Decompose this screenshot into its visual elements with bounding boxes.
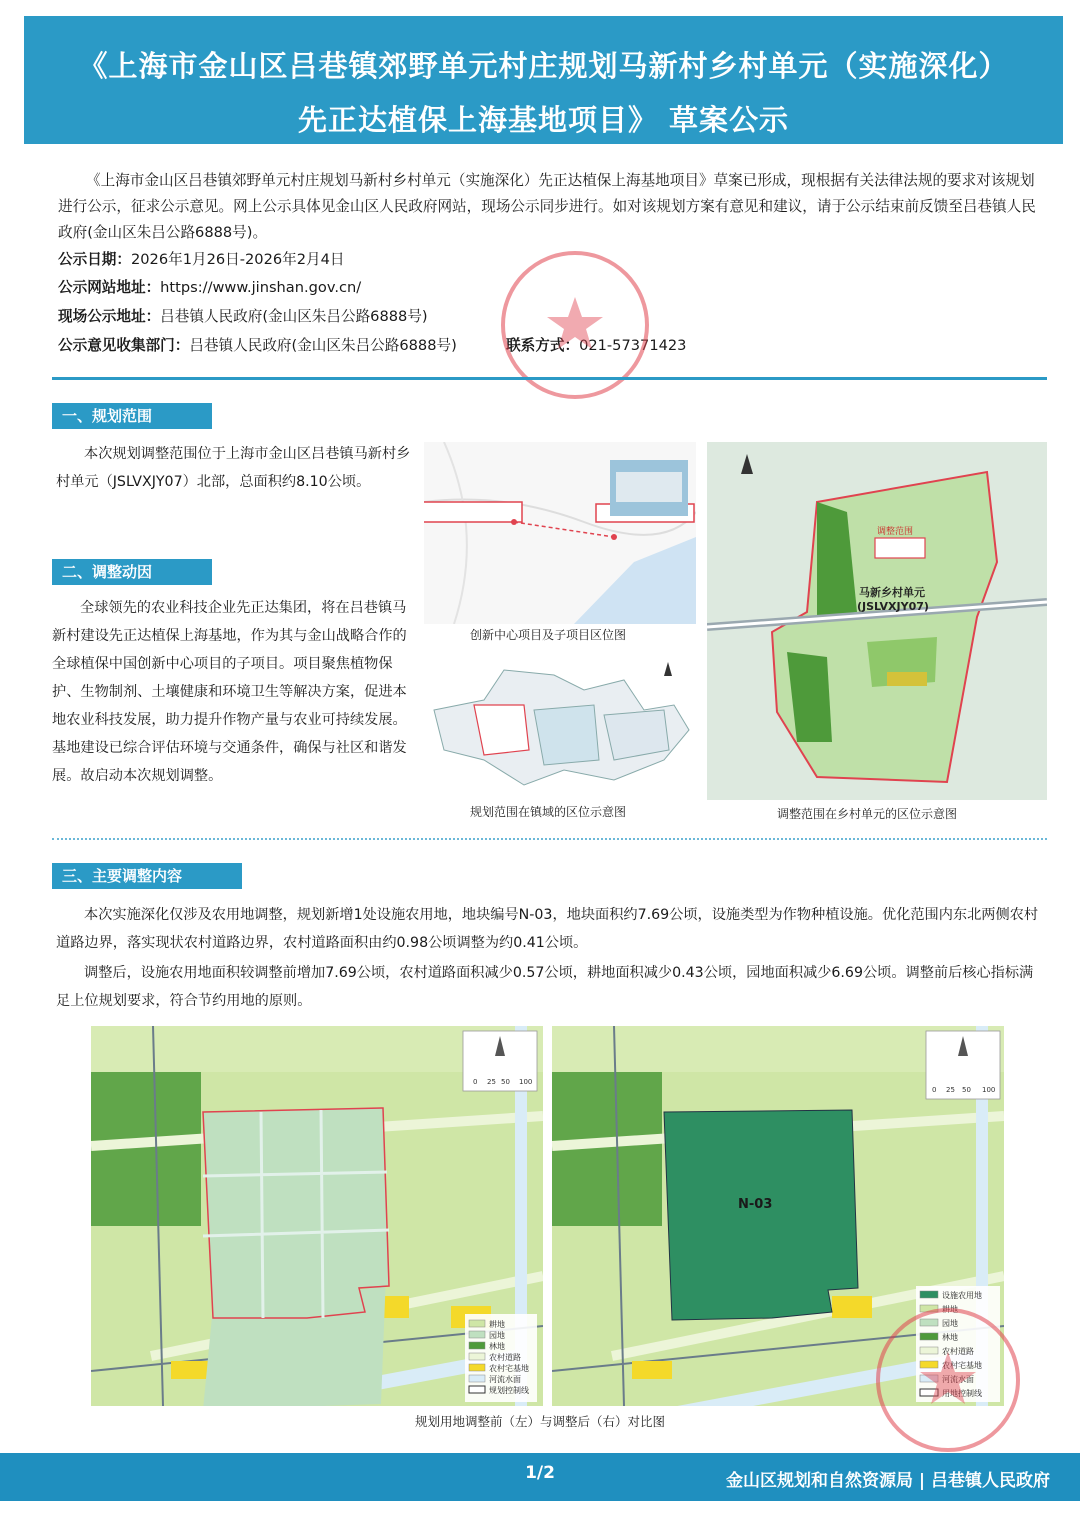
website-label: 公示网站地址： (58, 279, 161, 296)
legend-left-4: 农村宅基地 (489, 1364, 529, 1373)
date-value: 2026年1月26日-2026年2月4日 (130, 251, 345, 268)
legend-right-0: 设施农用地 (942, 1291, 982, 1300)
legend-right-7: 用地控制线 (942, 1389, 982, 1398)
contact-value: 021-57371423 (579, 337, 687, 354)
legend-right-3: 林地 (942, 1333, 958, 1342)
official-stamp-bottom (868, 1300, 1028, 1460)
town-location-map (424, 650, 696, 800)
section3-heading: 三、主要调整内容 (52, 863, 242, 889)
page-number: 1/2 (525, 1463, 555, 1483)
dept-label: 公示意见收集部门： (58, 337, 190, 354)
section3-para2: 调整后，设施农用地面积较调整前增加7.69公顷，农村道路面积减少0.57公顷，耕地面积减少0.43公顷，园地面积减少6.69公顷。调整前后核心指标满足上位规划要求，符合节约用地的原则。 (56, 965, 1034, 1009)
scale-left-2: 50 (501, 1078, 510, 1086)
legend-left-1: 园地 (489, 1331, 505, 1340)
map2-caption: 规划范围在镇域的区位示意图 (470, 805, 627, 819)
map3-caption: 调整范围在乡村单元的区位示意图 (777, 807, 958, 821)
legend-left-3: 农村道路 (489, 1353, 521, 1362)
section2-text: 全球领先的农业科技企业先正达集团，将在吕巷镇马新村建设先正达植保上海基地，作为其与金山战略合作的全球植保中国创新中心项目的子项目。项目聚焦植物保护、生物制剂、土壤健康和环境卫生等解决方案，促进本地农业科技发展，助力提升作物产量与农业可持续发展。基地建设已综合评估环境与交通条件，确保与社区和谐发展。故启动本次规划调整。 (52, 600, 407, 784)
unit-label: 马新乡村单元 (859, 586, 925, 599)
scale-left-3: 100 (519, 1078, 533, 1086)
site-value: 吕巷镇人民政府(金山区朱吕公路6888号) (160, 308, 428, 325)
parcel-label: N-03 (738, 1197, 773, 1212)
legend-right-1: 耕地 (942, 1305, 958, 1314)
section1-heading: 一、规划范围 (52, 403, 212, 429)
scale-left-0: 0 (473, 1078, 478, 1086)
scale-right-3: 100 (982, 1086, 996, 1094)
village-unit-map (707, 442, 1047, 800)
scale-right-1: 25 (946, 1086, 955, 1094)
dotted-divider (52, 838, 1047, 840)
title-banner (24, 16, 1063, 144)
page-title-line1: 《上海市金山区吕巷镇郊野单元村庄规划马新村乡村单元（实施深化） (78, 49, 1009, 83)
date-label: 公示日期： (58, 251, 131, 268)
comparison-caption: 规划用地调整前（左）与调整后（右）对比图 (414, 1414, 665, 1429)
info-site (58, 306, 428, 328)
parcel-n03 (664, 1110, 858, 1320)
contact-label: 联系方式： (506, 337, 580, 354)
legend-left-5: 河流水面 (489, 1375, 521, 1384)
info-website (58, 277, 361, 299)
legend-right-4: 农村道路 (942, 1347, 974, 1356)
legend-left-0: 耕地 (489, 1320, 505, 1329)
unit-code: (JSLVXJY07) (857, 600, 929, 613)
scope-label: 调整范围 (877, 527, 914, 537)
official-stamp (495, 245, 655, 405)
website-link[interactable]: https://www.jinshan.gov.cn/ (160, 279, 362, 296)
scale-right-2: 50 (962, 1086, 971, 1094)
map-before-adjustment (91, 1026, 543, 1406)
site-label: 现场公示地址： (58, 308, 161, 325)
legend-left-2: 林地 (489, 1342, 505, 1351)
info-date (58, 249, 345, 271)
legend-right-6: 河流水面 (942, 1375, 974, 1384)
dept-value: 吕巷镇人民政府(金山区朱吕公路6888号) (189, 337, 457, 354)
page-title-line2: 先正达植保上海基地项目》 草案公示 (297, 103, 790, 137)
location-map-innovation (424, 442, 696, 624)
intro-paragraph: 《上海市金山区吕巷镇郊野单元村庄规划马新村乡村单元（实施深化）先正达植保上海基地项目》草案已形成，现根据有关法律法规的要求对该规划进行公示，征求公示意见。网上公示具体见金山区人民政府网站，现场公示同步进行。如对该规划方案有意见和建议，请于公示结束前反馈至吕巷镇人民政府(金山区朱吕公路6888号)。 (58, 172, 1036, 241)
section1-text: 本次规划调整范围位于上海市金山区吕巷镇马新村乡村单元（JSLVXJY07）北部，总面积约8.10公顷。 (56, 446, 411, 490)
map1-caption: 创新中心项目及子项目区位图 (470, 628, 627, 642)
footer-organization: 金山区规划和自然资源局 | 吕巷镇人民政府 (725, 1471, 1050, 1491)
legend-right-5: 农村宅基地 (942, 1361, 982, 1370)
scale-right-0: 0 (932, 1086, 937, 1094)
section2-heading: 二、调整动因 (52, 559, 212, 585)
section3-para1: 本次实施深化仅涉及农用地调整，规划新增1处设施农用地，地块编号N-03，地块面积约7.69公顷，设施类型为作物种植设施。优化范围内东北两侧农村道路边界，落实现状农村道路边界，农村道路面积由约0.98公顷调整为约0.41公顷。 (56, 907, 1039, 951)
section-divider (52, 377, 1047, 380)
scale-left-1: 25 (487, 1078, 496, 1086)
legend-right-2: 园地 (942, 1319, 958, 1328)
legend-left-6: 规划控制线 (489, 1386, 529, 1395)
